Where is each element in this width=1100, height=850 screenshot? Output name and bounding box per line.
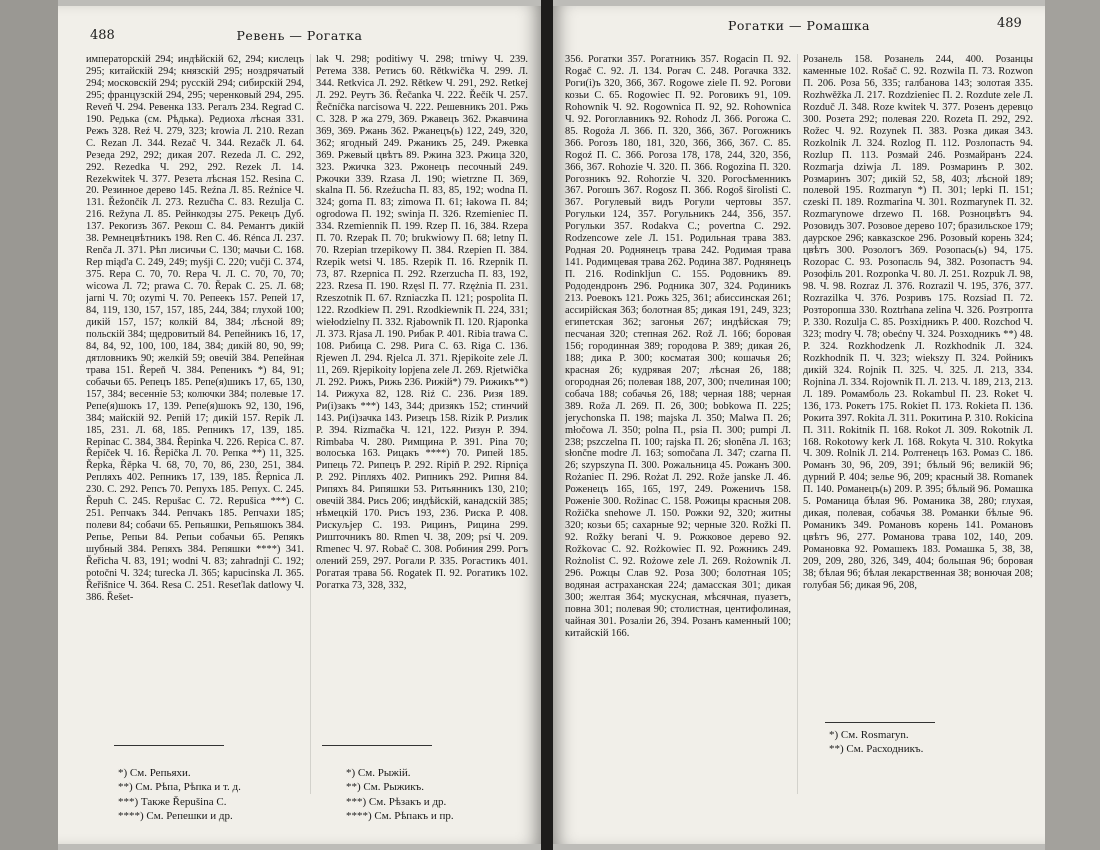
footnote-rule <box>322 745 432 746</box>
footnote: ****) См. Рѣпакъ и пр. <box>346 809 454 822</box>
page-number: 489 <box>997 16 1022 31</box>
footnote: ***) См. Рѣзакъ и др. <box>346 795 447 808</box>
column-divider <box>797 54 798 794</box>
footnote: *) См. Rosmaryn. <box>829 729 909 741</box>
footnote: ***) Также Řepušina С. <box>118 795 227 808</box>
running-head: Рогатки — Ромашка <box>728 18 870 33</box>
footnote: **) См. Рѣпа, Рѣпка и т. д. <box>118 781 241 794</box>
left-background <box>0 0 58 850</box>
column-1 <box>86 54 304 794</box>
column-1 <box>565 54 791 794</box>
footnote: *) См. Репьяхи. <box>118 767 191 779</box>
column-2 <box>316 54 528 794</box>
running-head: Ревень — Рогатка <box>236 28 363 43</box>
right-page <box>553 6 1045 844</box>
footnote: **) См. Рыжикъ. <box>346 781 424 794</box>
footnotes-col2 <box>346 766 454 823</box>
footnotes-col2 <box>829 728 923 757</box>
index-text: 356. Рогатки 357. Рогатникъ 357. Rogacin П. 92. Rogač С. 92. Л. 134. Рогач С. 248. Рогачка 332. Роги(і)ъ 320, 366, 367. Rogowe ziele П. 92. Рогови козьи С. 65. Rogowiec П. 92. Роговикъ 91, 109. Rohownik Ч. 92. Rogownica П. 92, 92. Rohownica Ч. 92. Рогоглавникъ 92. Rohodz Л. 366. Рогожа С. 85. Rogoża Л. 366. П. 320, 366, 367. Рогожникъ 366. Рогозъ 180, 181, 320, 366, 366, 367. С. 85. Rogoź П. С. 366. Рогоза 178, 178, 244, 320, 356, 366, 367. Rohozie Ч. 320. П. 366. Rogozina П. 320. Рогозникъ 92. Rohorzie Ч. 320. Рогосѣменникъ 367. Рогошъ 367. Rogosz П. 366. Rogoš širolisti С. 367. Рогулевый видъ Рогули чертовы 357. Рогульки 124, 357. Рогульникъ 244, 356, 357. Рогульки 357. Rodakva С.; povertna С. 292. Rodzencowe zele Л. 151. Родильная трава 383. Родная 20. Роднянецъ трава 242. Родимая трава 141. Родимцевая трава 262. Родина 387. Роднянецъ П. 216. Rodinkljun С. 155. Родовникъ 89. Рододендронъ 296. Родника 307, 324. Родиникъ 213. Роевокъ 121. Рожь 325, 361; абиссинская 261; ассирійская 363; болотная 85; дикая 191, 249, 323; египетская 362; загонья 267; индѣйская 79; песчаная 320; степная 262. Rož Л. 166; боровая 156; городинная 389; городова Р. 389; дикая 26, 188; дика Р. 300; косматая 300; кошачья 26; красная 26; кудрявая 207; лѣсная 26, 188; огородная 26; полевая 188, 207, 300; пчелиная 100; собача 188; собачья 26, 188; черная 188; черная 389. Roža Л. 269. П. 26, 300; bobkowa П. 225; jerychonska П. 198; majska Л. 350; Malwa П. 26; młočowa Л. 350; polna П., psia П. 300; pumpi Л. 238; pszczelna П. 100; rajska П. 26; słoněna Л. 163; słončne modre Л. 163; somočana Л. 347; czarna П. 26; szypszyna П. 300. Рожальница 45. Рожанъ 300. Rożaniec П. 296. Rożat Л. 292. Rože janske Л. 46. Роженецъ 165, 165, 197, 249. Роженичъ 158. Роженіе 300. Rožinac С. 158. Рожицы красныя 208. Rožička snehowe Л. 150. Рожки 92, 320; житны 320; козьи 65; сахарные 92; черные 320. Rožki П. 92. Rožky berani Ч. 9. Рожковое дерево 92. Rožkovac С. 92. Rożkowiec П. 92. Рожникъ 249. Rożnolist С. 92. Rożowe zele Л. 269. Rożownik Л. 296. Рожцы Слав 92. Роза 300; болотная 105; водяная астраханская 224; дамасская 301; дикая 300; желтая 364; мускусная, мѣсячная, пуазетъ, повна 301; полевая 90; столистная, центифолиная, чайная 301. Розаліи 26, 394. Розанъ каменный 100; китайскій 166. <box>565 54 791 639</box>
index-text: lak Ч. 298; poditiwy Ч. 298; trniwy Ч. 239. Ретема 338. Ретисъ 60. Rětkwička Ч. 299. Л. 344. Retkvica Л. 292. Rětkew Ч. 291, 292. Retkej Л. 292. Реутъ 36. Řečanka Ч. 222. Řečík Ч. 257. Řečníčka narcisowa Ч. 222. Решевникъ 201. Ржь С. 328. Р жа 279, 369. Ржавецъ 362. Ржавчина 369, 369. Ржань 362. Ржанецъ(ь) 122, 249, 320, 362; ягодный 249. Ржаникъ 25, 249. Ржевка 369. Ржевый цвѣтъ 89. Ржина 323. Ржица 320, 323. Ржичка 323. Ржонецъ песочный 249. Ржочки 339. Rzasa Л. 190; wietrzne П. 369, skalna П. 56. Rzeźucha П. 83, 85, 192; wodna П. 324; gorna П. 83; zimowa П. 61; łakowa П. 84; ogrodowa П. 192; swinja П. 326. Rzemieniec П. 334. Rzemiennik П. 199. Rzep П. 16, 384. Rzepa П. 70. Rzepak П. 70; brukwiowy П. 68; letny П. 70. Rzepian trzepikowy П. 384. Rzepien П. 384. Rzepik wetsi Ч. 185. Rzepik П. 16. Rzepnik П. 73, 87. Rzepnica П. 292. Rzerzucha П. 83, 192, 223. Rzesa П. 190. Rzęsl П. 77. Rzężnia П. 231. Rzeszotnik П. 67. Rzniaczka П. 121; pospolita П. 122. Rzodkiew П. 291. Rzodkiewnik П. 224, 331; wiełodzielny П. 332. Rjabownik П. 120. Rjaponka Л. 373. Rjasa Л. 190. Рибак Р. 401. Ribia trawa С. 108. Рибица С. 298. Рига С. 63. Riga С. 136. Rjewen Л. 294. Rjelca Л. 371. Rjepikoite zele Л. 11, 269. Rjepikoity lopjena zele Л. 269. Rjetwička Л. 292. Рижъ, Рижь 236. Рижій*) 79. Рижикъ**) 14. Рижуха 82, 128. Riź С. 236. Ризя 189. Ри(і)закъ ***) 143, 344; дризякъ 152; стинчий 143. Ри(і)зачка 143. Ризецъ 158. Rizik Р. Ризлик Р. 394. Rizmačka Ч. 121, 122. Ризун Р. 394. Rimbaba Ч. 280. Римщина Р. 391. Рina 70; волоська 163. Рицакъ ****) 70. Рипей 185. Рипець 72. Рипецъ Р. 292. Ripiň Р. 292. Ripniça Р. 292. Ріпляхъ 402. Рипникъ 292. Рипня 84. Рипяхъ 84. Рипяшки 53. Ритьянникъ 130, 210; овечій 384. Рись 206; индѣйскій, канадскій 385; нѣмецкій 170. Рисъ 193, 236. Риска Р. 408. Рискуљјер С. 193. Рицинъ, Рицина 299. Ришточникъ 80. Rmen Ч. 38, 209; psí Ч. 209. Rmenec Ч. 97. Robač С. 308. Робиния 299. Рогъ олений 259, 297. Рогали Р. 335. Рогастикъ 401. Рогатая трава 56. Rogatek П. 92. Рогатикъ 102. Рогатка 73, 328, 332, <box>316 54 528 591</box>
footnote: *) См. Рыжій. <box>346 767 411 779</box>
index-text: императорскій 294; индѣйскій 62, 294; кислецъ 295; китайскій 294; князскій 295; ноздрячатый 294; московскій 294; русскій 294; сибирскій 294, 295; французскій 294, 295; черенковый 294, 295. Reveň Ч. 294. Ревенка 133. Регалъ 234. Regrad С. 190. Редька (см. Рѣдька). Редиоха лѣсная 331. Режъ 328. Reź Ч. 279, 323; krowia Л. 210. Rezan С. Rezan Л. 344. Rezač Ч. 344. Rezačk Л. 64. Резеда 292, 292; дикая 207. Rezeda Л. С. 292, 292. Rezedka Ч. 292, 292. Rezek Л. 14. Rezekwitek Ч. 377. Резета лѣсная 152. Resina С. 20. Резинное дерево 145. Reźna Л. 85. Reźnice Ч. 131. Řežončík Л. 273. Rezučha С. 83. Rezulja С. 216. Režyna Л. 85. Рейнкодзы 275. Рекецъ Дуб. 137. Рекоrизъ 367. Рекош С. 84. Ремантъ дикій 38. Ремнецвѣтникъ 198. Ren С. 46. Rénca Л. 237. Renča Л. 371. Рѣп лисичьи С. 130; мачьи С. 168. Rep miąd'a С. 249, 249; myśji С. 220; vučji С. 374, 375. Repa С. 70, 70. Repa Ч. Л. С. 70, 70, 70; wicowa Л. 72; prawa С. 70. Řepak С. 25. Л. 68; jarni Ч. 70; ozymi Ч. 70. Репеекъ 157. Репей 17, 84, 119, 130, 157, 157, 185, 244, 384; глухой 100; дикій 157, 157; колкій 84, 384; лѣсной 89; польскій 384; щедровитый 84. Репейникъ 16, 17, 84, 84, 92, 100, 100, 184, 384; дикій 80, 90, 99; дятловникъ 90; желкій 59; овечій 384. Репейная трава 151. Řepeň Ч. 384. Репеникъ *) 84, 91; собачьи 65. Репецъ 185. Репе(я)шикъ 17, 65, 130, 157, 384; весенніе 53; колючки 384; полевые 17. Репе(я)шокъ 17, 139. Репе(я)шокъ 92, 130, 196, 384; майскій 92. Репій 17; дикій 157. Repik Л. 185, 231. Л. 68, 185. Репникъ 17, 139, 185. Repinac С. 384, 384. Řepinka Ч. 226. Repica С. 87. Řepíček Ч. 16. Řepička Л. 70. Репка **) 11, 325. Řepka, Řěpka Ч. 68, 70, 70, 86, 230, 251, 384. Репляхъ 402. Репникъ 17, 139, 185. Řepnica Л. 230. С. 292. Репсъ 70. Репухъ 185. Репух. С. 245. Řepuh С. 245. Repušac С. 72. Repušica ***) С. 251. Репчакъ 344. Репчакъ 185. Репчахи 185; полеви 84; собачи 65. Репьяшки, Репьяшокъ 384. Репье, Репьи 84. Репьи собачьи 65. Репякъ шубный 384. Репяхъ 384. Репяшки ****) 341. Řeřicha Ч. 83, 191; wodni Ч. 83; zahradnji С. 192; potočni Ч. 324; turecka Л. 365; kapucinska Л. 365. Řeřišnice Ч. 364. Resa С. 251. Reseťlak datlowy Ч. 386. Řešet- <box>86 54 304 603</box>
column-divider <box>310 54 311 794</box>
footnotes-col1 <box>118 766 241 823</box>
right-background <box>1045 0 1100 850</box>
footnote: **) См. Расходникъ. <box>829 743 924 756</box>
footnote-rule <box>114 745 224 746</box>
footnote-rule <box>825 722 935 723</box>
book-gutter <box>541 0 553 850</box>
page-number: 488 <box>90 28 115 43</box>
column-2 <box>803 54 1033 794</box>
footnote: ****) См. Репешки и др. <box>118 809 233 822</box>
left-page <box>58 6 541 844</box>
index-text: Розанель 158. Розанель 244, 400. Розанцы каменные 102. Rošač С. 92. Rozwila П. 73. Rozwon П. 206. Роза 56, 335; галбанова 143; золотая 335. Rozhwěžka Л. 217. Rozdzieniec П. 2. Rozdute zele Л. Rozduč Л. 348. Roze kwitek Ч. 377. Розенъ деревцо 300. Розета 292; полевая 220. Rozeta П. 292, 292. Rožec Ч. 92. Rozynek П. 383. Розка дикая 343. Rozkolnik Л. 324. Rozlog П. 112. Розлопасть 94. Rozlup П. 113. Розмай 246. Розмайранъ 224. Rozmarja dziwja Л. 189. Розмаринъ Р. 302. Розмаринъ 307; дикій 52, 58, 403; лѣсной 189; полевой 195. Rozmaryn *) П. 301; lepki П. 151; czeski П. 189. Rozmarina Ч. 301. Rozmarynek П. 32. Rozmarynowe drzewo П. 168. Розноцвѣтъ 94. Розовидъ 307. Розовое дерево 107; бразильское 179; даурское 296; кавказское 296. Розовый корень 324; цвѣтъ 300. Розологъ 369. Розопась(ь) 94, 175. Rozopac С. 93. Розопасль 94, 382. Розопастъ 94. Розофіль 201. Rozponka Ч. 80. Л. 251. Rozpuk Л. 98, 98. Ч. 98. Rozraz Л. 376. Rozrazil Ч. 195, 376, 377. Rozrazilka Ч. 376. Розривъ 175. Rozsiad П. 72. Розторопша 330. Roztrhana zelina Ч. 326. Розтропта Р. 330. Rozulja С. 85. Розхідникъ Р. 400. Rozchod Ч. 323; modry Ч. 78; obećny Ч. 324. Розходникъ **) 48. Р. 324. Rozkhodzenk Л. Rozkhodnik Л. 324. Rozkhodník П. Ч. 323; wiekszy П. 324. Ройникъ дикій 324. Rojnik П. 325. Ч. 325. Л. 213, 334. Rojnina Л. 334. Rojownik П. Л. 213. Ч. 189, 213, 213. Л. 189. Ромамболь 23. Rokambul П. 23. Roket Ч. 136, 173. Рокетъ 175. Rokiet П. 173. Rokieta П. 136. Рокита 397. Rokita Л. 311. Рокитина Р. 310. Rokicina П. 311. Rokitnik П. 168. Rokot Л. 309. Rokotnik Л. 168. Rokotowy kerk Л. 168. Rokyta Ч. 310. Rokytka Ч. 309. Rolnik Л. 214. Ролтенецъ 163. Ромаз С. 186. Романъ 30, 96, 209, 391; бѣлый 96; великій 96; дурний Р. 404; зелье 96, 209; красный 38. Romanek П. 140. Романецъ(ь) 209. Р. 395; бѣлый 96. Ромашка 5. Романица бѣлая 96. Романика 38, 280; глухая, дикая, полевая, собачья 38. Романки бѣлые 96. Романикъ 349. Романовъ корень 141. Романовъ цвѣтъ 96, 277. Романова трава 102, 140, 209. Романовка 92. Ромашекъ 183. Ромашка 5, 38, 38, 209, 209, 280, 326, 349, 404; большая 96; боровая 38; бѣлая 96; бѣлая лекарственная 38; вонючая 208; голубая 56; дикая 96, 208, <box>803 54 1033 591</box>
